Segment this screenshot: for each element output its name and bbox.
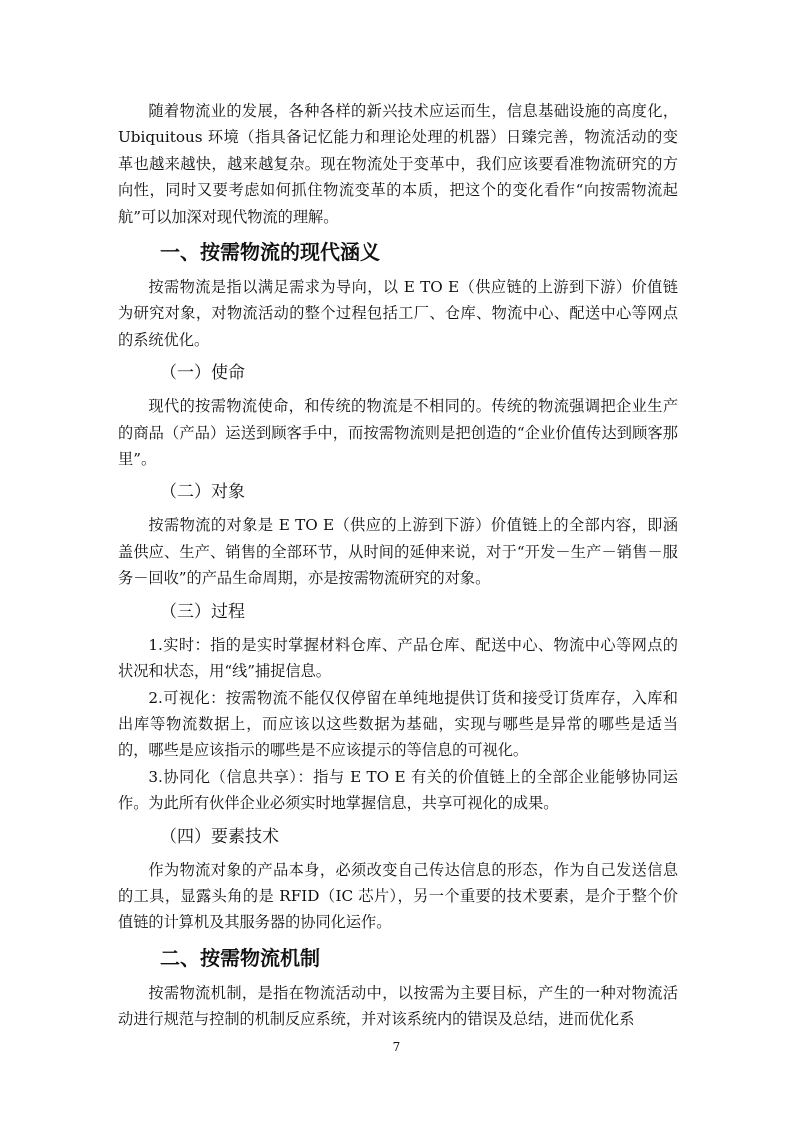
intro-paragraph: 随着物流业的发展，各种各样的新兴技术应运而生，信息基础设施的高度化，Ubiquitous 环境（指具备记忆能力和理论处理的机器）日臻完善，物流活动的变革也越来越快，越来越复杂。现在物流处于变革中，我们应该要看准物流研究的方向性，同时又要考虑如何抓住物流变革的本质，把这个的变化看作“向按需物流起航”可以加深对现代物流的理解。 — [118, 102, 678, 226]
tech-paragraph: 作为物流对象的产品本身，必须改变自己传达信息的形态，作为自己发送信息的工具，显露头角的是 RFID（IC 芯片），另一个重要的技术要素，是介于整个价值链的计算机及其服务器的协同化运作。 — [118, 860, 678, 932]
document-page — [118, 98, 678, 1033]
process-heading: （三）过程 — [160, 601, 245, 622]
object-paragraph: 按需物流的对象是 E TO E（供应的上游到下游）价值链上的全部内容，即涵盖供应、生产、销售的全部环节，从时间的延伸来说，对于“开发－生产－销售－服务－回收”的产品生命周期，亦是按需物流研究的对象。 — [118, 516, 678, 588]
section-2-heading: 二、按需物流机制 — [160, 945, 320, 970]
section-1-heading: 一、按需物流的现代涵义 — [160, 240, 380, 265]
process-item-collaboration: 3.协同化（信息共享）：指与 E TO E 有关的价值链上的全部企业能够协同运作。为此所有伙伴企业必须实时地掌握信息，共享可视化的成果。 — [118, 767, 678, 813]
mission-paragraph: 现代的按需物流使命，和传统的物流是不相同的。传统的物流强调把企业生产的商品（产品）运送到顾客手中，而按需物流则是把创造的“企业价值传达到顾客那里”。 — [118, 397, 678, 469]
object-heading: （二）对象 — [160, 482, 245, 503]
process-item-realtime: 1.实时：指的是实时掌握材料仓库、产品仓库、配送中心、物流中心等网点的状况和状态，用“线”捕捉信息。 — [118, 635, 678, 681]
tech-heading: （四）要素技术 — [160, 826, 279, 847]
process-item-visualization: 2.可视化：按需物流不能仅仅停留在单纯地提供订货和接受订货库存，入库和出库等物流数据上，而应该以这些数据为基础，实现与哪些是异常的哪些是适当的，哪些是应该指示的哪些是不应该提示的等信息的可视化。 — [118, 688, 678, 760]
section-1-paragraph: 按需物流是指以满足需求为导向，以 E TO E（供应链的上游到下游）价值链为研究对象，对物流活动的整个过程包括工厂、仓库、物流中心、配送中心等网点的系统优化。 — [118, 278, 678, 349]
section-2-paragraph: 按需物流机制，是指在物流活动中，以按需为主要目标，产生的一种对物流活动进行规范与控制的机制反应系统，并对该系统内的错误及总结，进而优化系 — [118, 983, 678, 1029]
page-number: 7 — [392, 1040, 401, 1054]
mission-heading: （一）使命 — [160, 363, 245, 384]
